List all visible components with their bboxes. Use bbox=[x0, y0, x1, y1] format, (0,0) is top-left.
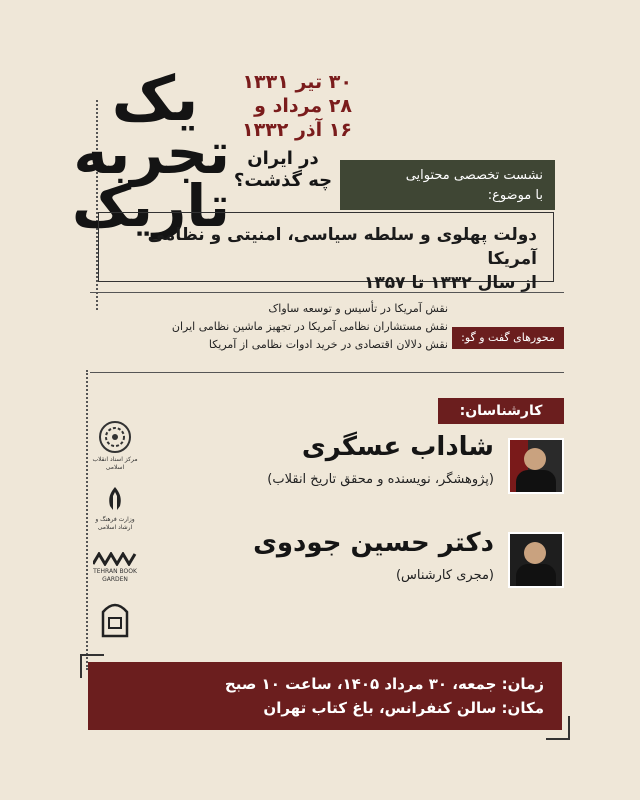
poster-title bbox=[71, 62, 230, 241]
garden-logo bbox=[92, 552, 138, 584]
question-line-1: در ایران bbox=[247, 148, 319, 169]
corner-bracket bbox=[80, 654, 104, 678]
event-details bbox=[88, 662, 562, 730]
emblem-logo bbox=[92, 484, 138, 532]
logo-caption: مرکز اسناد انقلاب اسلامی bbox=[92, 456, 138, 471]
title-line-2: تجربه bbox=[73, 119, 230, 188]
date-3: ۱۶ آذر ۱۳۳۲ bbox=[241, 119, 352, 141]
corner-bracket bbox=[546, 716, 570, 740]
face-shape bbox=[524, 448, 546, 470]
session-label-line-1: نشست تخصصی محتوایی bbox=[405, 168, 543, 183]
topic-line-1: دولت پهلوی و سلطه سیاسی، امنیتی و نظامی آمریکا bbox=[147, 225, 537, 269]
topic-box bbox=[98, 212, 554, 293]
question-line-2: چه گذشت؟ bbox=[233, 170, 333, 191]
emblem-icon bbox=[100, 484, 130, 514]
logo-caption: TEHRAN BOOK GARDEN bbox=[93, 568, 137, 583]
dotted-divider bbox=[86, 370, 88, 670]
topic-item: نقش مستشاران نظامی آمریکا در تجهیز ماشین نظامی ایران bbox=[171, 320, 448, 333]
speaker-2-role: (مجری کارشناس) bbox=[395, 568, 494, 583]
divider-line bbox=[90, 292, 564, 293]
body-shape bbox=[516, 564, 556, 588]
topic-item: نقش دلالان اقتصادی در خرید ادوات نظامی از آمریکا bbox=[208, 338, 448, 351]
body-shape bbox=[516, 470, 556, 494]
event-time: زمان: جمعه، ۳۰ مرداد ۱۴۰۵، ساعت ۱۰ صبح bbox=[224, 675, 544, 693]
garden-mark-icon bbox=[93, 552, 137, 566]
rosette-icon bbox=[98, 420, 132, 454]
title-line-1: یک bbox=[111, 62, 199, 135]
speaker-2-photo bbox=[508, 532, 564, 588]
library-logo bbox=[92, 600, 138, 638]
speaker-2-name: دکتر حسین جودوی bbox=[253, 528, 494, 558]
experts-label: کارشناسان: bbox=[438, 398, 564, 424]
logo-caption: وزارت فرهنگ و ارشاد اسلامی bbox=[95, 516, 135, 531]
event-place: مکان: سالن کنفرانس، باغ کتاب تهران bbox=[263, 699, 544, 717]
topic-line-2: از سال ۱۳۳۲ تا ۱۳۵۷ bbox=[364, 273, 537, 293]
discussion-topics-label: محورهای گفت و گو: bbox=[452, 327, 564, 349]
title-line-3: تاریک bbox=[71, 172, 230, 241]
session-label bbox=[340, 160, 555, 210]
date-2: ۲۸ مرداد و bbox=[254, 95, 352, 117]
session-label-line-2: با موضوع: bbox=[487, 188, 543, 203]
speaker-1-role: (پژوهشگر، نویسنده و محقق تاریخ انقلاب) bbox=[267, 472, 494, 487]
date-1: ۳۰ تیر ۱۳۳۱ bbox=[242, 71, 352, 93]
speaker-1-photo bbox=[508, 438, 564, 494]
key-dates bbox=[232, 70, 352, 142]
divider-line bbox=[90, 372, 564, 373]
discussion-topics bbox=[98, 300, 448, 354]
document-center-logo bbox=[92, 420, 138, 472]
gate-icon bbox=[100, 600, 130, 638]
topic-item: نقش آمریکا در تأسیس و توسعه ساواک bbox=[268, 302, 448, 315]
speaker-1-name: شاداب عسگری bbox=[301, 432, 494, 462]
face-shape bbox=[524, 542, 546, 564]
subtitle-question bbox=[228, 148, 338, 192]
